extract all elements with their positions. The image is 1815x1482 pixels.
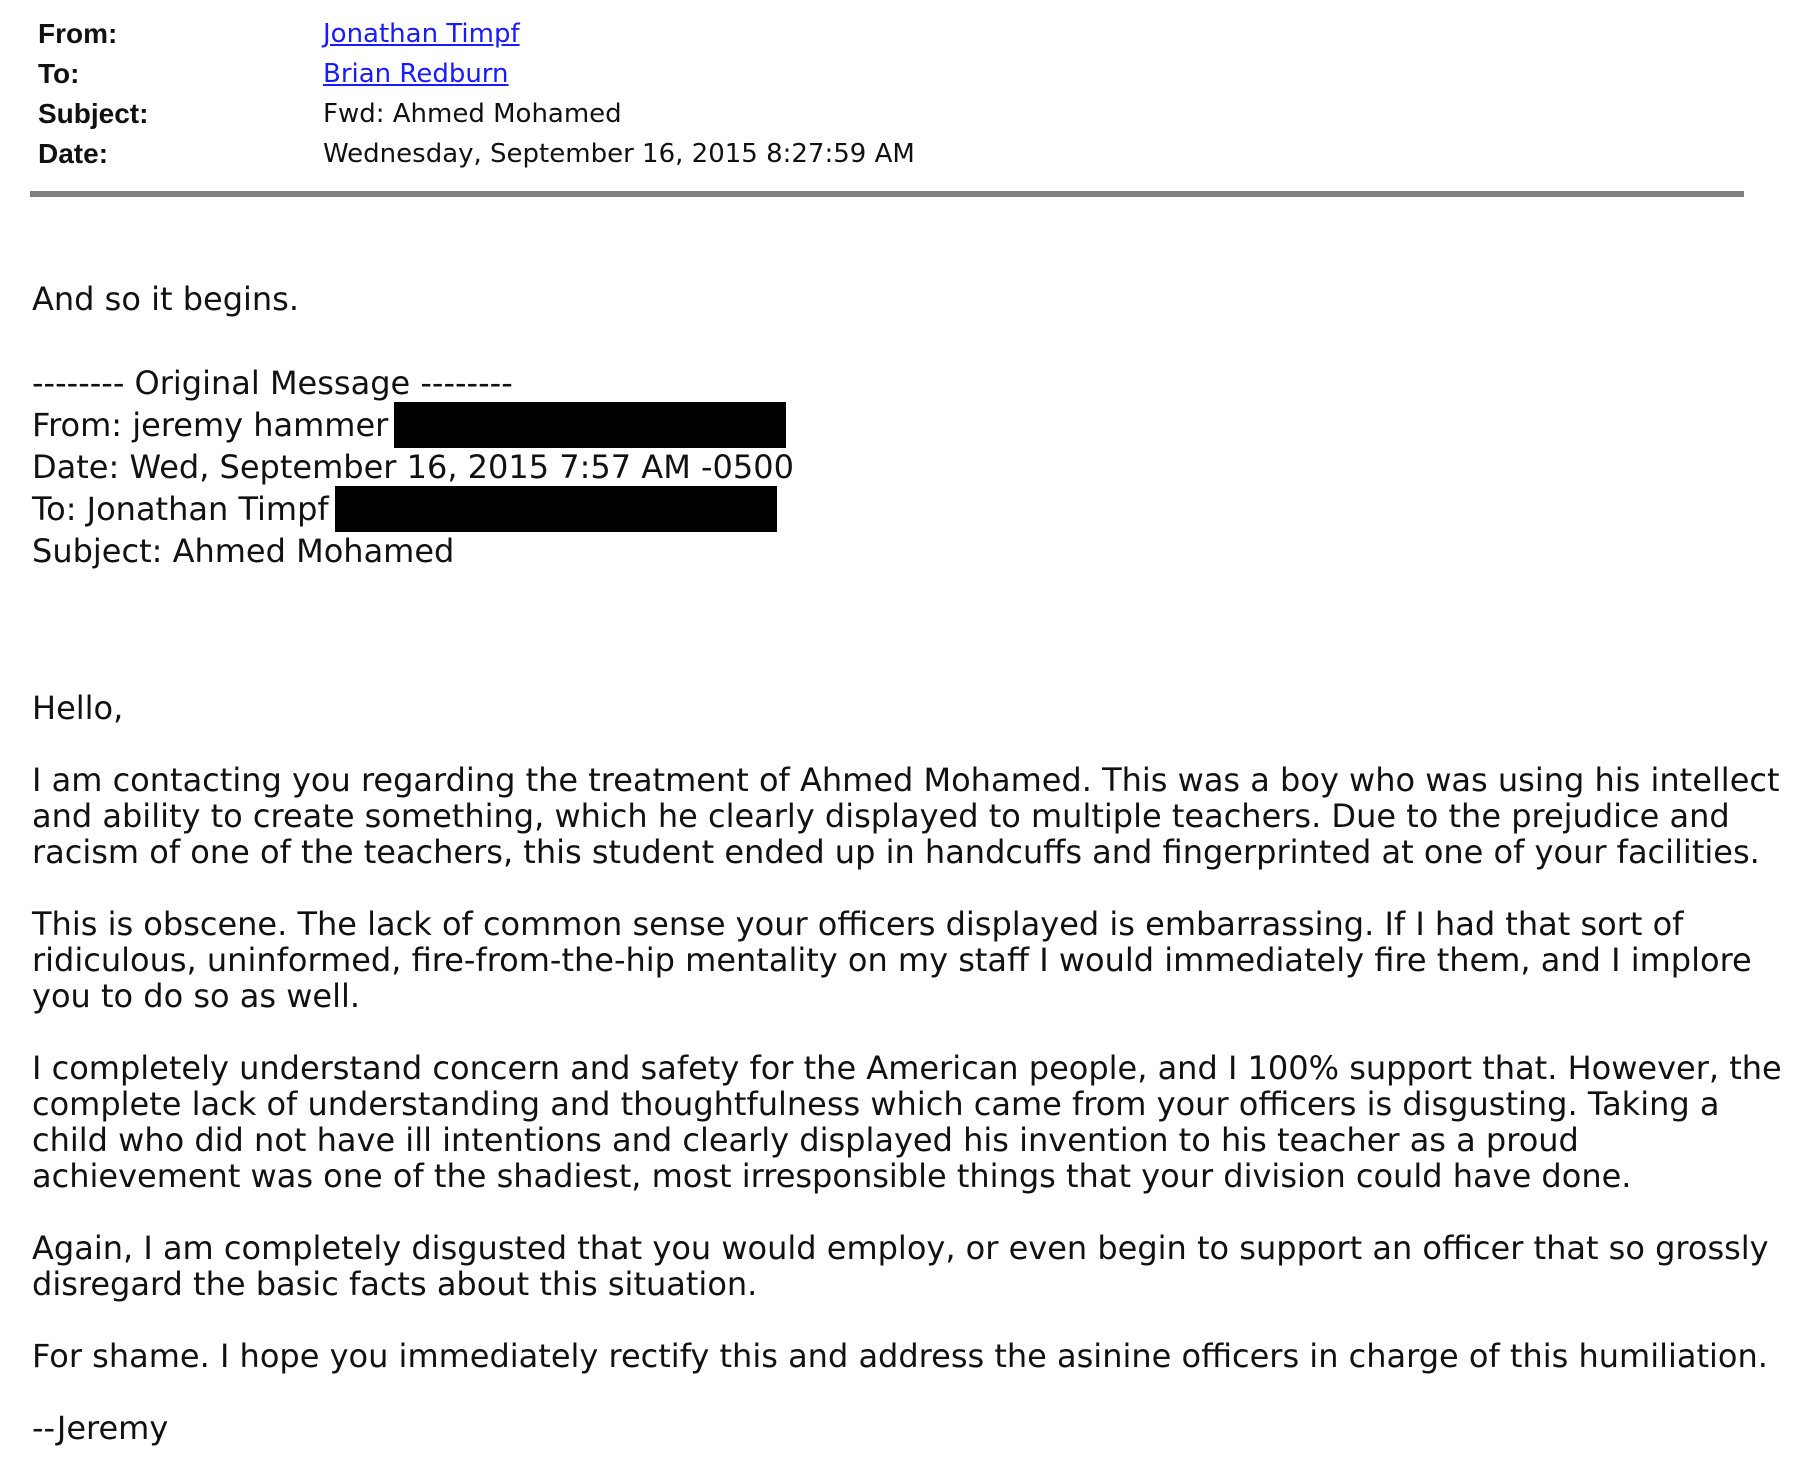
date-label: Date: (38, 138, 109, 169)
message-paragraph: Again, I am completely disgusted that you would employ, or even begin to support an officer that so grossly disregard the basic facts about this situation. (32, 1229, 1769, 1303)
date-value: Wednesday, September 16, 2015 8:27:59 AM (323, 139, 915, 169)
from-label: From: (38, 18, 118, 49)
original-to-row (32, 488, 1792, 530)
message-signature: --Jeremy (32, 1409, 169, 1447)
original-subject: Subject: Ahmed Mohamed (32, 532, 455, 570)
email-body (32, 278, 1792, 1482)
intro-text: And so it begins. (32, 280, 300, 318)
message-paragraph: I am contacting you regarding the treatment of Ahmed Mohamed. This was a boy who was using his intellect and ability to create something, which he clearly displayed to multiple teachers. Due to the prejudice and racism of one of the teachers, this student ended up in handcuffs and fingerprinted at one of your facilities. (32, 761, 1780, 871)
subject-label: Subject: (38, 98, 149, 129)
to-link[interactable]: Brian Redburn (323, 59, 509, 89)
subject-value: Fwd: Ahmed Mohamed (323, 99, 622, 129)
original-to: To: Jonathan Timpf (32, 490, 329, 528)
original-from-row (32, 404, 1792, 446)
to-label: To: (38, 58, 80, 89)
message-paragraph: For shame. I hope you immediately rectify this and address the asinine officers in charge of this humiliation. (32, 1337, 1768, 1375)
original-message-block (32, 362, 1792, 572)
original-separator: -------- Original Message -------- (32, 364, 513, 402)
header-divider (30, 191, 1744, 197)
redaction-bar-to (335, 486, 777, 532)
message-paragraph: This is obscene. The lack of common sense your officers displayed is embarrassing. If I had that sort of ridiculous, uninformed, fire-from-the-hip mentality on my staff I would immediately fire them, and I implore you to do so as well. (32, 905, 1752, 1015)
message-greeting: Hello, (32, 689, 124, 727)
from-link[interactable]: Jonathan Timpf (323, 19, 520, 49)
message-paragraph: I completely understand concern and safety for the American people, and I 100% support that. However, the complete lack of understanding and thoughtfulness which came from your officers is disgusting. Taking a child who did not have ill intentions and clearly displayed his invention to his teacher as a proud achievement was one of the shadiest, most irresponsible things that your division could have done. (32, 1049, 1782, 1195)
redaction-bar-from (394, 402, 786, 448)
message-body (32, 690, 1792, 1446)
original-from: From: jeremy hammer (32, 406, 389, 444)
original-date: Date: Wed, September 16, 2015 7:57 AM -0500 (32, 448, 794, 486)
